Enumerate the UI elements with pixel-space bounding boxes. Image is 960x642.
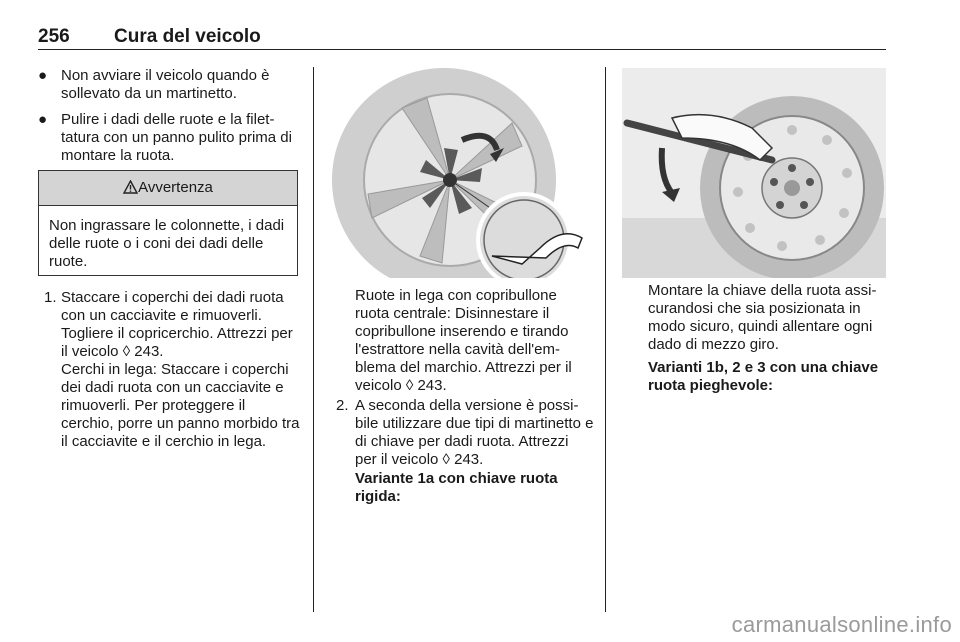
variant-heading: Varianti 1b, 2 e 3 con una chiave ruota pieghevole: [648,359,879,394]
warning-triangle-icon [123,180,138,194]
wheel-wrench-illustration [622,68,886,278]
bullet-dot: ● [38,67,48,84]
header-rule [38,49,886,50]
image-caption: Ruote in lega con copribullone ruota centrale: Disinnestare il copribullone inserendo e tirando l'estrattore nella cavità dell'em-blema del marchio. Attrezzi per il veicolo ◊ 243. [355,287,572,394]
warning-box [38,170,298,276]
step-text: A seconda della versione è possi-bile utilizzare due tipi di martinetto e di chiave per dadi ruota. Attrezzi per il veicolo ◊ 243. [355,397,594,468]
image-caption: Montare la chiave della ruota assi-curandosi che sia posizionata in modo sicuro, quindi allentare ogni dado di mezzo giro. [648,282,877,353]
warning-body: Non ingrassare le colonnette, i dadi delle ruote o i coni dei dadi delle ruote. [49,217,285,270]
bullet-dot: ● [38,111,48,128]
step-number: 2. [336,397,349,414]
watermark: carmanualsonline.info [731,612,952,637]
column-divider-2 [605,67,606,612]
step-subparagraph: Cerchi in lega: Staccare i coperchi dei dadi ruota con un cacciavite e rimuoverli. Per proteggere il cerchio, porre un panno morbido tra il cacciavite e il cerchio in lega. [61,361,300,450]
alloy-wheel-illustration [332,68,594,278]
step-number: 1. [44,289,57,306]
section-title: Cura del veicolo [114,26,261,47]
variant-heading: Variante 1a con chiave ruota rigida: [355,470,558,505]
warning-header [39,171,297,206]
bullet-text: Non avviare il veicolo quando è sollevato da un martinetto. [61,67,270,102]
page-number: 256 [38,26,70,47]
column-divider-1 [313,67,314,612]
step-text: Staccare i coperchi dei dadi ruota con un cacciavite e rimuoverli. Togliere il copricerchio. Attrezzi per il veicolo ◊ 243. [61,289,293,360]
bullet-text: Pulire i dadi delle ruote e la filet-tatura con un panno pulito prima di montare la ruota. [61,111,292,164]
warning-title: Avvertenza [138,179,213,196]
